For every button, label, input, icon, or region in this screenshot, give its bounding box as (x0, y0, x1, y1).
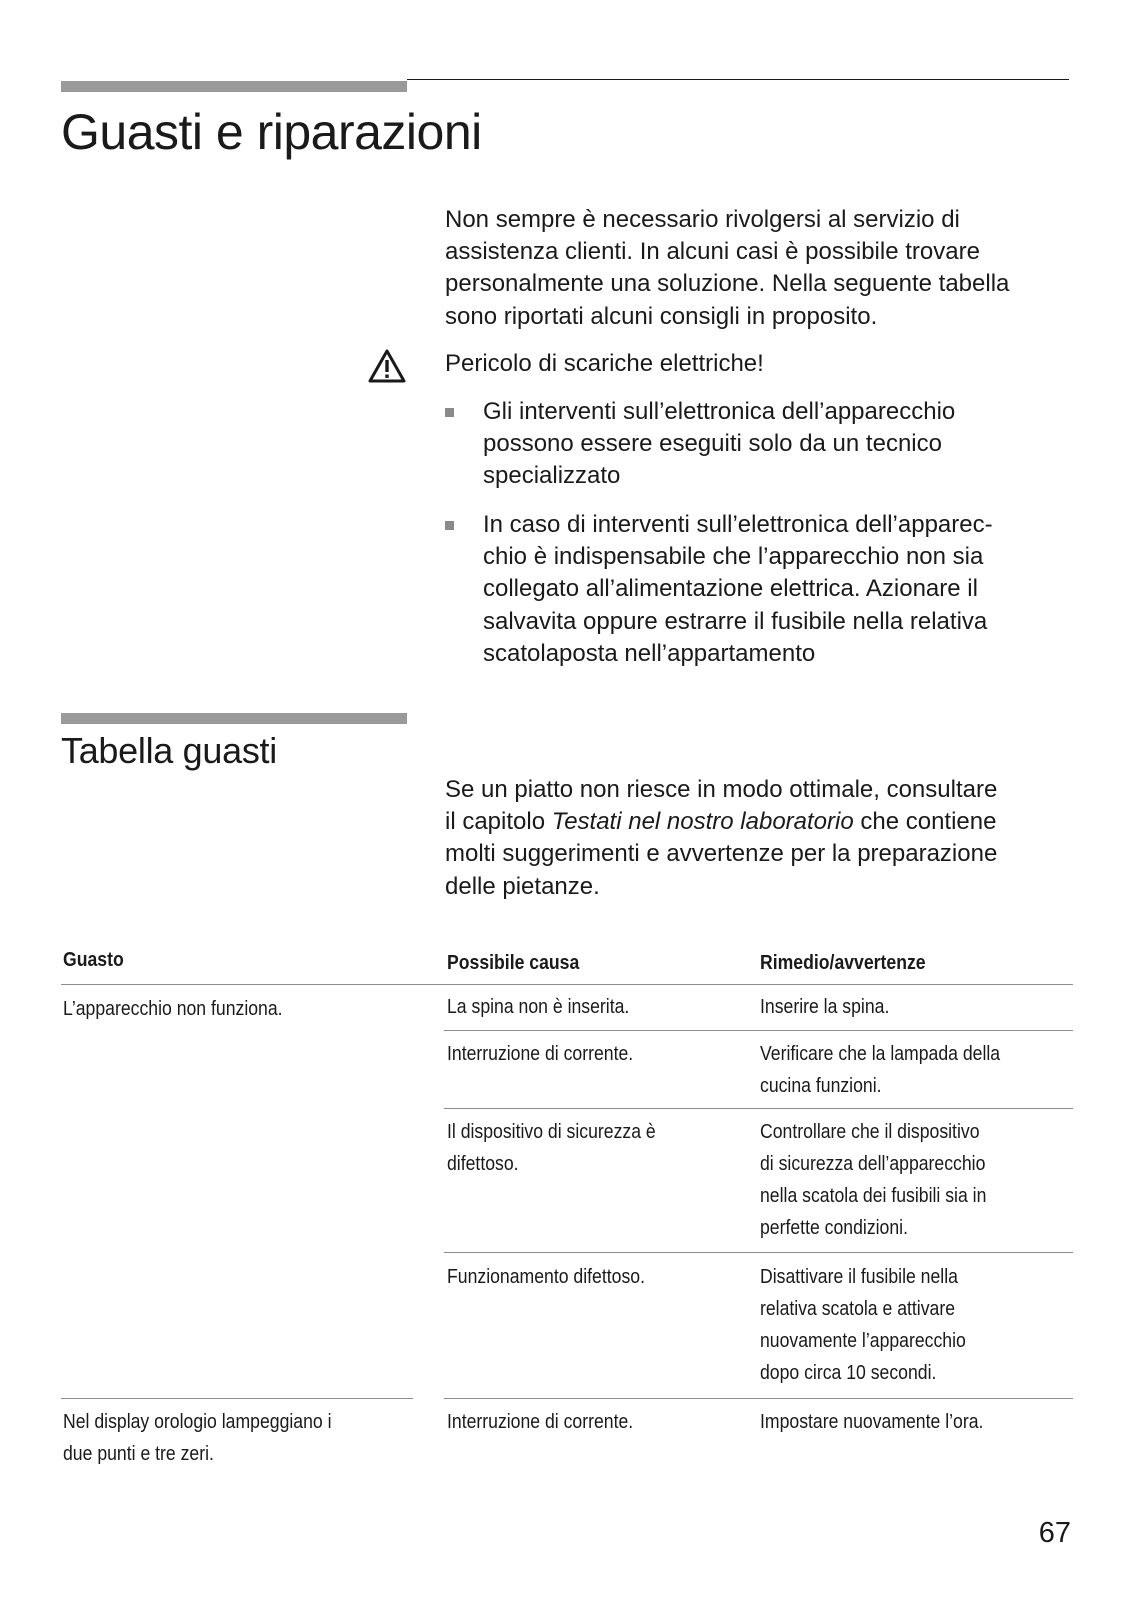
cause-cell: difettoso. (447, 1152, 519, 1175)
intro-line: personalmente una soluzione. Nella seguente tabella (445, 270, 1010, 298)
chapter-reference: Testati nel nostro laboratorio (551, 808, 854, 836)
remedy-cell: dopo circa 10 secondi. (760, 1361, 937, 1384)
remedy-cell: cucina funzioni. (760, 1074, 882, 1097)
bullet-square-icon (445, 521, 454, 530)
remedy-cell: nuovamente l’apparecchio (760, 1329, 966, 1352)
row-divider (444, 1108, 1073, 1109)
remedy-cell: Disattivare il fusibile nella (760, 1265, 958, 1288)
fault-cell: due punti e tre zeri. (63, 1442, 214, 1465)
remedy-cell: nella scatola dei fusibili sia in (760, 1184, 987, 1207)
warning-text: Pericolo di scariche elettriche! (445, 350, 764, 377)
group-divider-right (444, 1398, 1073, 1399)
row-divider (444, 1030, 1073, 1031)
section-line (445, 806, 1065, 838)
section-line: molti suggerimenti e avvertenze per la preparazione (445, 840, 998, 868)
remedy-cell: relativa scatola e attivare (760, 1297, 956, 1320)
bullet-line: chio è indispensabile che l’apparecchio non sia (483, 543, 984, 571)
section-text: il capitolo (445, 808, 552, 836)
section-paragraph (445, 774, 1065, 903)
bullet-line: possono essere eseguiti solo da un tecnico (483, 430, 942, 458)
bullet-item (445, 509, 1045, 670)
row-divider (444, 1252, 1073, 1253)
section-line: delle pietanze. (445, 872, 600, 900)
group-divider-left (61, 1398, 413, 1399)
bullet-line: scatolaposta nell’appartamento (483, 639, 816, 667)
cause-cell: Interruzione di corrente. (447, 1042, 634, 1065)
table-header-fault: Guasto (63, 948, 124, 971)
intro-line: assistenza clienti. In alcuni casi è possibile trovare (445, 238, 980, 266)
bullet-line: Gli interventi sull’elettronica dell’apparecchio (483, 398, 956, 425)
page-number: 67 (1038, 1517, 1071, 1549)
table-header-remedy: Rimedio/avvertenze (760, 951, 926, 974)
table-header-cause: Possibile causa (447, 951, 580, 974)
header-rule-thick (61, 81, 407, 92)
intro-line: Non sempre è necessario rivolgersi al servizio di (445, 206, 960, 233)
bullet-item (445, 396, 1045, 493)
bullet-line: specializzato (483, 462, 621, 490)
remedy-cell: perfette condizioni. (760, 1216, 908, 1239)
section-title: Tabella guasti (61, 730, 277, 771)
bullet-square-icon (445, 408, 454, 417)
section-rule-thick (61, 713, 407, 724)
cause-cell: Il dispositivo di sicurezza è (447, 1120, 656, 1143)
warning-triangle-icon (368, 349, 406, 383)
table-header-divider (61, 984, 1073, 985)
fault-cell: Nel display orologio lampeggiano i (63, 1410, 332, 1433)
cause-cell: Interruzione di corrente. (447, 1410, 634, 1433)
remedy-cell: Impostare nuovamente l’ora. (760, 1410, 984, 1433)
remedy-cell: Verificare che la lampada della (760, 1042, 1001, 1065)
cause-cell: Funzionamento difettoso. (447, 1265, 645, 1288)
intro-line: sono riportati alcuni consigli in proposito. (445, 302, 878, 330)
header-rule-thin (407, 79, 1069, 80)
remedy-cell: Controllare che il dispositivo (760, 1120, 980, 1143)
section-line: Se un piatto non riesce in modo ottimale, consultare (445, 776, 998, 803)
remedy-cell: di sicurezza dell’apparecchio (760, 1152, 986, 1175)
cause-cell: La spina non è inserita. (447, 995, 630, 1018)
intro-paragraph (445, 204, 1065, 333)
section-text: che contiene (853, 808, 997, 836)
fault-cell: L’apparecchio non funziona. (63, 997, 283, 1020)
bullet-line: collegato all’alimentazione elettrica. Azionare il (483, 575, 978, 603)
bullet-line: In caso di interventi sull’elettronica dell’apparec- (483, 511, 993, 538)
bullet-line: salvavita oppure estrarre il fusibile nella relativa (483, 607, 988, 635)
page-title: Guasti e riparazioni (61, 104, 482, 160)
remedy-cell: Inserire la spina. (760, 995, 890, 1018)
